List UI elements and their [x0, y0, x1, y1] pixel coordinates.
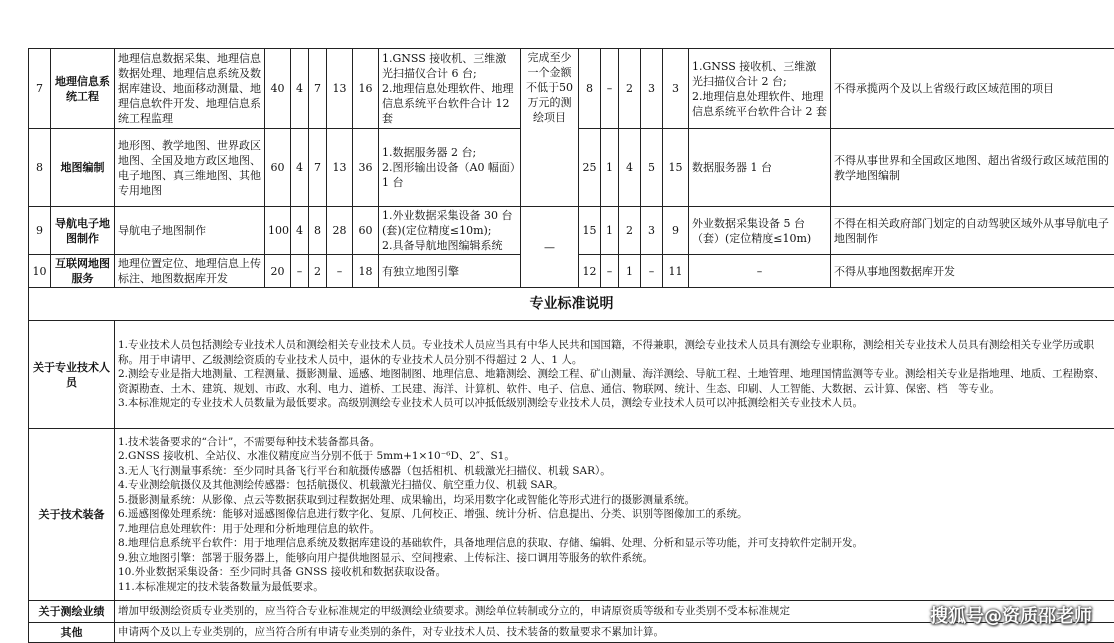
staff-mid-a: 7 [309, 49, 327, 129]
equipment-grade-a: 有独立地图引擎 [379, 255, 521, 288]
staff-mid-b: 2 [619, 49, 641, 129]
staff-total-b: 8 [579, 49, 601, 129]
staff-total-b: 25 [579, 129, 601, 207]
staff-senior-b: – [601, 255, 619, 288]
staff-related-a: 60 [353, 207, 379, 255]
category-scope: 地形图、教学地图、世界政区地图、全国及地方政区地图、电子地图、真三维地图、其他专用地图 [115, 129, 265, 207]
business-limit: 不得从事世界和全国政区地图、超出省级行政区域范围的教学地图编制 [831, 129, 1114, 207]
staff-related-a: 16 [353, 49, 379, 129]
equipment-grade-a: 1.数据服务器 2 台; 2.图形输出设备（A0 幅面）1 台 [379, 129, 521, 207]
note-line: 9.独立地图引擎：部署于服务器上，能够向用户提供地图显示、空间搜索、上传标注、接口调用等服务的软件系统。 [118, 551, 1111, 566]
note-line: 1.专业技术人员包括测绘专业技术人员和测绘相关专业技术人员。专业技术人员应当具有中华人民共和国国籍，不得兼职，测绘专业技术人员具有测绘专业职称，测绘相关专业技术人员具有测绘相关专业学历或职称。用于申请甲、乙级测绘资质的专业技术人员中，退休的专业技术人员分别不得超过 2 人、1 人。 [118, 338, 1111, 367]
notes-row [29, 321, 1114, 429]
category-name: 导航电子地图制作 [51, 207, 115, 255]
business-limit: 不得从事地图数据库开发 [831, 255, 1114, 288]
section-title: 专业标准说明 [29, 288, 1114, 321]
equipment-grade-b: – [689, 255, 831, 288]
note-line: 7.地理信息处理软件：用于处理和分析地理信息的软件。 [118, 522, 1111, 537]
note-line: 1.技术装备要求的“合计”，不需要每种技术装备都具备。 [118, 435, 1111, 450]
note-line: 10.外业数据采集设备：至少同时具备 GNSS 接收机和数据获取设备。 [118, 565, 1111, 580]
note-label-performance: 关于测绘业绩 [29, 601, 115, 623]
note-line: 3.无人飞行测量事系统：至少同时具备飞行平台和航摄传感器（包括相机、机载激光扫描仪、机载 SAR）。 [118, 464, 1111, 479]
staff-senior-b: 1 [601, 129, 619, 207]
staff-senior-a: 4 [291, 207, 309, 255]
equipment-grade-b: 1.GNSS 接收机、三维激光扫描仪合计 2 台; 2.地理信息处理软件、地理信息系统平台软件合计 2 套 [689, 49, 831, 129]
staff-mid-b: 1 [619, 255, 641, 288]
staff-total-a: 40 [265, 49, 291, 129]
staff-related-b: 3 [663, 49, 689, 129]
note-line: 3.本标准规定的专业技术人员数量为最低要求。高级别测绘专业技术人员可以冲抵低级别测绘专业技术人员，测绘专业技术人员可以冲抵测绘相关专业技术人员。 [118, 396, 1111, 411]
staff-senior-a: 4 [291, 129, 309, 207]
note-line: 6.遥感图像处理系统：能够对遥感图像信息进行数字化、复原、几何校正、增强、统计分析、信息提出、分类、识别等图像加工的系统。 [118, 507, 1111, 522]
business-limit: 不得承揽两个及以上省级行政区域范围的项目 [831, 49, 1114, 129]
note-label-equipment: 关于技术装备 [29, 429, 115, 601]
qualification-standard-table [28, 48, 1114, 643]
row-number: 7 [29, 49, 51, 129]
equipment-grade-b: 数据服务器 1 台 [689, 129, 831, 207]
staff-mid-a: 7 [309, 129, 327, 207]
note-line: 8.地理信息系统平台软件：用于地理信息系统及数据库建设的基础软件，具备地理信息的获取、存储、编辑、处理、分析和显示等功能，并可支持软件定制开发。 [118, 536, 1111, 551]
staff-total-b: 12 [579, 255, 601, 288]
staff-related-a: 36 [353, 129, 379, 207]
category-scope: 地理信息数据采集、地理信息数据处理、地理信息系统及数据库建设、地面移动测量、地理信息软件开发、地理信息系统工程监理 [115, 49, 265, 129]
table-row [29, 207, 1114, 255]
note-line: 5.摄影测量系统：从影像、点云等数据获取到过程数据处理、成果输出，均采用数字化或智能化等形式进行的摄影测量系统。 [118, 493, 1111, 508]
staff-total-b: 15 [579, 207, 601, 255]
category-name: 地理信息系统工程 [51, 49, 115, 129]
note-body-equipment [115, 429, 1114, 601]
staff-related-b: 15 [663, 129, 689, 207]
staff-junior-b: – [641, 255, 663, 288]
table-row [29, 49, 1114, 129]
row-number: 10 [29, 255, 51, 288]
staff-junior-b: 3 [641, 49, 663, 129]
note-line: 2.GNSS 接收机、全站仪、水准仪精度应当分别不低于 5mm+1×10⁻⁶D、2″、S1。 [118, 449, 1111, 464]
note-body-other: 申请两个及以上专业类别的，应当符合所有申请专业类别的条件，对专业技术人员、技术装备的数量要求不累加计算。 [115, 623, 1114, 643]
staff-related-b: 11 [663, 255, 689, 288]
category-name: 地图编制 [51, 129, 115, 207]
staff-total-a: 60 [265, 129, 291, 207]
staff-senior-b: – [601, 49, 619, 129]
staff-mid-a: 2 [309, 255, 327, 288]
section-header-row [29, 288, 1114, 321]
staff-senior-a: – [291, 255, 309, 288]
performance-requirement: 完成至少一个金额不低于50万元的测绘项目 [521, 49, 579, 207]
staff-junior-b: 5 [641, 129, 663, 207]
staff-junior-a: 28 [327, 207, 353, 255]
staff-junior-a: – [327, 255, 353, 288]
category-name: 互联网地图服务 [51, 255, 115, 288]
note-label-staff: 关于专业技术人员 [29, 321, 115, 429]
note-label-other: 其他 [29, 623, 115, 643]
equipment-grade-a: 1.外业数据采集设备 30 台(套)(定位精度≤10m); 2.具备导航地图编辑系统 [379, 207, 521, 255]
performance-requirement-none: — [521, 207, 579, 288]
staff-related-a: 18 [353, 255, 379, 288]
note-line: 11.本标准规定的技术装备数量为最低要求。 [118, 580, 1111, 595]
category-scope: 导航电子地图制作 [115, 207, 265, 255]
row-number: 9 [29, 207, 51, 255]
notes-row [29, 429, 1114, 601]
note-body-performance: 增加甲级测绘资质专业类别的，应当符合专业标准规定的甲级测绘业绩要求。测绘单位转制或分立的，申请原资质等级和专业类别不受本标准规定 [115, 601, 1114, 623]
staff-mid-b: 4 [619, 129, 641, 207]
staff-junior-b: 3 [641, 207, 663, 255]
row-number: 8 [29, 129, 51, 207]
equipment-grade-b: 外业数据采集设备 5 台（套）(定位精度≤10m) [689, 207, 831, 255]
staff-junior-a: 13 [327, 129, 353, 207]
staff-senior-b: 1 [601, 207, 619, 255]
staff-total-a: 100 [265, 207, 291, 255]
staff-related-b: 9 [663, 207, 689, 255]
staff-mid-b: 2 [619, 207, 641, 255]
note-line: 2.测绘专业是指大地测量、工程测量、摄影测量、遥感、地图制图、地理信息、地籍测绘、测绘工程、矿山测量、海洋测绘、导航工程、土地管理、地理国情监测等专业。测绘相关专业是指地理、地质、工程勘察、资源勘查、土木、建筑、规划、市政、水利、电力、道桥、工民建、海洋、计算机、软件、电子、信息、通信、物联网、统计、生态、印刷、人工智能、大数据、云计算、保密、档 等专业。 [118, 367, 1111, 396]
watermark-text: 搜狐号@资质邵老师 [930, 602, 1092, 628]
staff-senior-a: 4 [291, 49, 309, 129]
staff-mid-a: 8 [309, 207, 327, 255]
staff-junior-a: 13 [327, 49, 353, 129]
note-body-staff [115, 321, 1114, 429]
staff-total-a: 20 [265, 255, 291, 288]
business-limit: 不得在相关政府部门划定的自动驾驶区域外从事导航电子地图制作 [831, 207, 1114, 255]
equipment-grade-a: 1.GNSS 接收机、三维激光扫描仪合计 6 台; 2.地理信息处理软件、地理信息系统平台软件合计 12 套 [379, 49, 521, 129]
category-scope: 地理位置定位、地理信息上传标注、地图数据库开发 [115, 255, 265, 288]
note-line: 4.专业测绘航摄仪及其他测绘传感器：包括航摄仪、机载激光扫描仪、航空重力仪、机载 SAR。 [118, 478, 1111, 493]
